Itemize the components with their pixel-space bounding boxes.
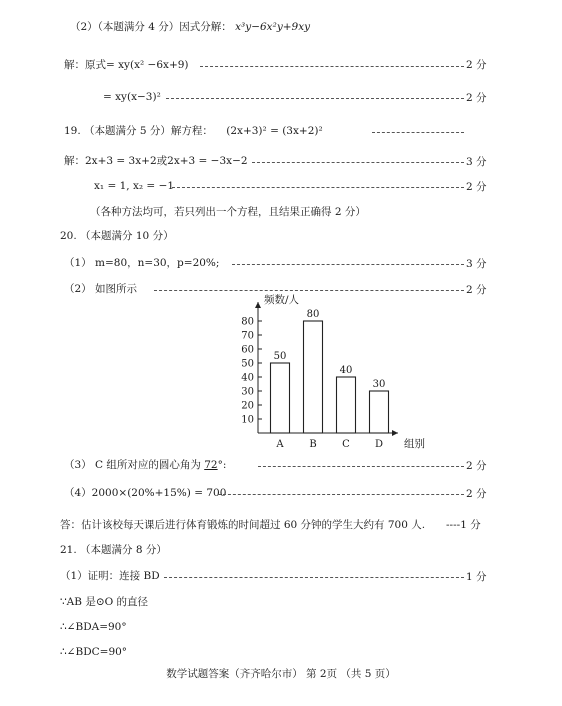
score-label: ----1 分 (446, 519, 481, 531)
score-label: 2 分 (466, 181, 487, 193)
q20-part3-text: （3） C 组所对应的圆心角为 (64, 459, 205, 471)
x-tick-label: B (309, 439, 317, 450)
score-label: 3 分 (466, 156, 487, 168)
q20-part2: （2） 如图所示 (64, 283, 138, 295)
bar-data-label: 80 (306, 309, 320, 320)
q19-heading-text: 19. （本题满分 5 分）解方程： (64, 125, 213, 137)
x-axis-title: 组别 (404, 438, 425, 450)
score-label: 2 分 (466, 460, 487, 472)
x-tick-label: A (276, 439, 284, 450)
score-label: 2 分 (466, 59, 487, 71)
q20-heading: 20. （本题满分 10 分） (60, 230, 174, 242)
x-axis-arrow (392, 430, 398, 436)
bar-D (370, 391, 389, 433)
score-label: 2 分 (466, 284, 487, 296)
y-tick-label: 20 (241, 400, 254, 412)
y-axis-title: 频数/人 (264, 294, 300, 306)
q20-part1: （1） m=80，n=30，p=20%; (64, 257, 220, 269)
dash-leader (218, 494, 464, 495)
q19-note: （各种方法均可，若只列出一个方程，且结果正确得 2 分） (90, 206, 366, 218)
q18-2-solution-line2: = xy(x−3)² (103, 91, 161, 103)
bar-data-label: 30 (372, 379, 386, 390)
dash-leader (258, 466, 464, 467)
bar-B (304, 321, 323, 433)
q20-part3 (64, 458, 226, 472)
score-label: 1 分 (466, 571, 487, 583)
q21-heading: 21. （本题满分 8 分） (60, 544, 167, 556)
bar-C (337, 377, 356, 433)
y-tick-label: 50 (241, 358, 254, 370)
q21-part1: （1）证明：连接 BD (60, 570, 160, 582)
score-label: 2 分 (466, 488, 487, 500)
q18-2-heading-text: （2）（本题满分 4 分）因式分解： (70, 21, 232, 33)
y-tick-label: 70 (241, 330, 254, 342)
bar-data-label: 50 (273, 351, 287, 362)
q19-equation: (2x+3)² = (3x+2)² (226, 125, 323, 137)
y-tick-label: 80 (241, 316, 254, 328)
x-tick-label: C (342, 439, 350, 450)
q20-part3-degree: °: (217, 459, 227, 471)
q18-2-solution-line1: 解：原式= xy(x² −6x+9) (64, 59, 189, 71)
q21-step2: ∴∠BDA=90° (60, 621, 127, 633)
dash-leader (164, 577, 464, 578)
page-footer: 数学试题答案（齐齐哈尔市） 第 2页 （共 5 页） (166, 668, 396, 680)
q19-solution-line1: 解：2x+3 = 3x+2或2x+3 = −3x−2 (64, 155, 248, 167)
q20-part3-angle: 72 (204, 459, 218, 471)
y-tick-label: 60 (241, 344, 254, 356)
y-tick-label: 30 (241, 386, 254, 398)
y-axis-arrow (255, 302, 261, 308)
q18-2-expression: x³y−6x²y+9xy (235, 21, 311, 33)
y-tick-label: 10 (241, 414, 254, 426)
y-tick-label: 40 (241, 372, 254, 384)
q19-solution-line2: x₁ = 1, x₂ = −1 (94, 180, 175, 192)
score-label: 2 分 (466, 92, 487, 104)
q21-step3: ∴∠BDC=90° (60, 646, 128, 658)
q20-part4: （4）2000×(20%+15%) = 700 (64, 487, 227, 499)
score-label: 3 分 (466, 258, 487, 270)
bar-A (271, 363, 290, 433)
x-tick-label: D (374, 439, 384, 450)
bar-data-label: 40 (339, 365, 353, 376)
q21-step1: ∵AB 是⊙O 的直径 (60, 596, 149, 608)
q20-answer: 答：估计该校每天课后进行体育锻炼的时间超过 60 分钟的学生大约有 700 人. (60, 519, 426, 531)
